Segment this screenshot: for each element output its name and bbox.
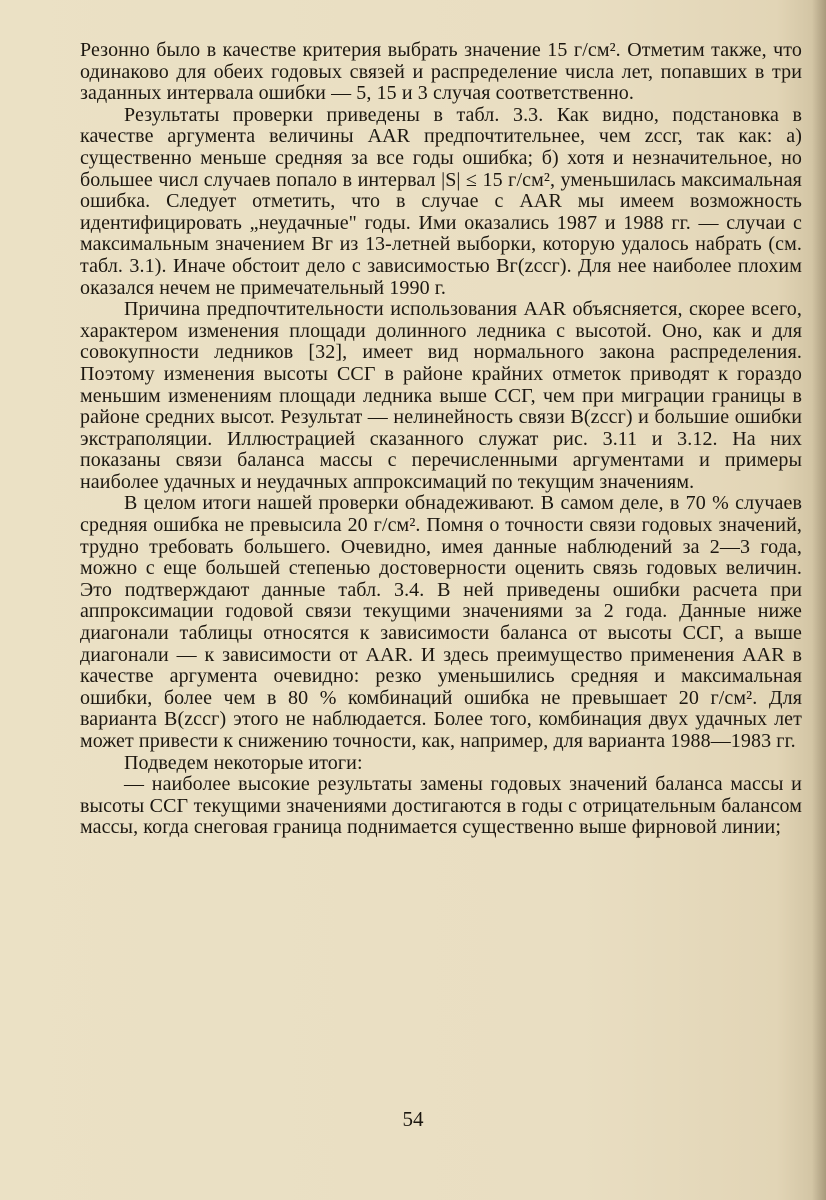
page-edge-shadow <box>812 0 826 1200</box>
paragraph-2: Результаты проверки приведены в табл. 3.3. Как видно, подстановка в качестве аргумента величины AAR предпочтительнее, чем zссг, так как: а) существенно меньше средняя за все годы ошибка; б) хотя и незначительное, но большее числ случаев попало в интервал |S| ≤ 15 г/см², уменьшилась максимальная ошибка. Следует отметить, что в случае с AAR мы имеем возможность идентифицировать „неудачные" годы. Ими оказались 1987 и 1988 гг. — случаи с максимальным значением Bг из 13-летней выборки, которую удалось набрать (см. табл. 3.1). Иначе обстоит дело с зависимостью Bг(zссг). Для нее наиболее плохим оказался нечем не примечательный 1990 г. <box>80 103 802 299</box>
paragraph-4: В целом итоги нашей проверки обнадеживают. В самом деле, в 70 % случаев средняя ошибка не превысила 20 г/см². Помня о точности связи годовых значений, трудно требовать большего. Очевидно, имея данные наблюдений за 2—3 года, можно с еще большей степенью достоверности оценить связь годовых величин. Это подтверждают данные табл. 3.4. В ней приведены ошибки расчета при аппроксимации годовой связи текущими значениями за 2 года. Данные ниже диагонали таблицы относятся к зависимости баланса от высоты ССГ, а выше диагонали — к зависимости от AAR. И здесь преимущество применения AAR в качестве аргумента очевидно: резко уменьшились средняя и максимальная ошибки, более чем в 80 % комбинаций ошибка не превышает 20 г/см². Для варианта B(zссг) этого не наблюдается. Более того, комбинация двух удачных лет может привести к снижению точности, как, например, для варианта 1988—1983 гг. <box>80 492 802 752</box>
paragraph-6: — наиболее высокие результаты замены годовых значений баланса массы и высоты ССГ текущими значениями достигаются в годы с отрицательным балансом массы, когда снеговая граница поднимается существенно выше фирновой линии; <box>80 773 802 839</box>
paragraph-5: Подведем некоторые итоги: <box>124 751 363 774</box>
body-text <box>80 40 802 839</box>
paragraph-3: Причина предпочтительности использования AAR объясняется, скорее всего, характером изменения площади долинного ледника с высотой. Оно, как и для совокупности ледников [32], имеет вид нормального закона распределения. Поэтому изменения высоты ССГ в районе крайних отметок приводят к гораздо меньшим изменениям площади ледника выше ССГ, чем при миграции границы в районе средних высот. Результат — нелинейность связи B(zссг) и большие ошибки экстраполяции. Иллюстрацией сказанного служат рис. 3.11 и 3.12. На них показаны связи баланса массы с перечисленными аргументами и примеры наиболее удачных и неудачных аппроксимаций по текущим значениям. <box>80 298 802 493</box>
page-number: 54 <box>402 1107 424 1131</box>
paragraph-1: Резонно было в качестве критерия выбрать значение 15 г/см². Отметим также, что одинаково для обеих годовых связей и распределение числа лет, попавших в три заданных интервала ошибки — 5, 15 и 3 случая соответственно. <box>80 39 802 105</box>
